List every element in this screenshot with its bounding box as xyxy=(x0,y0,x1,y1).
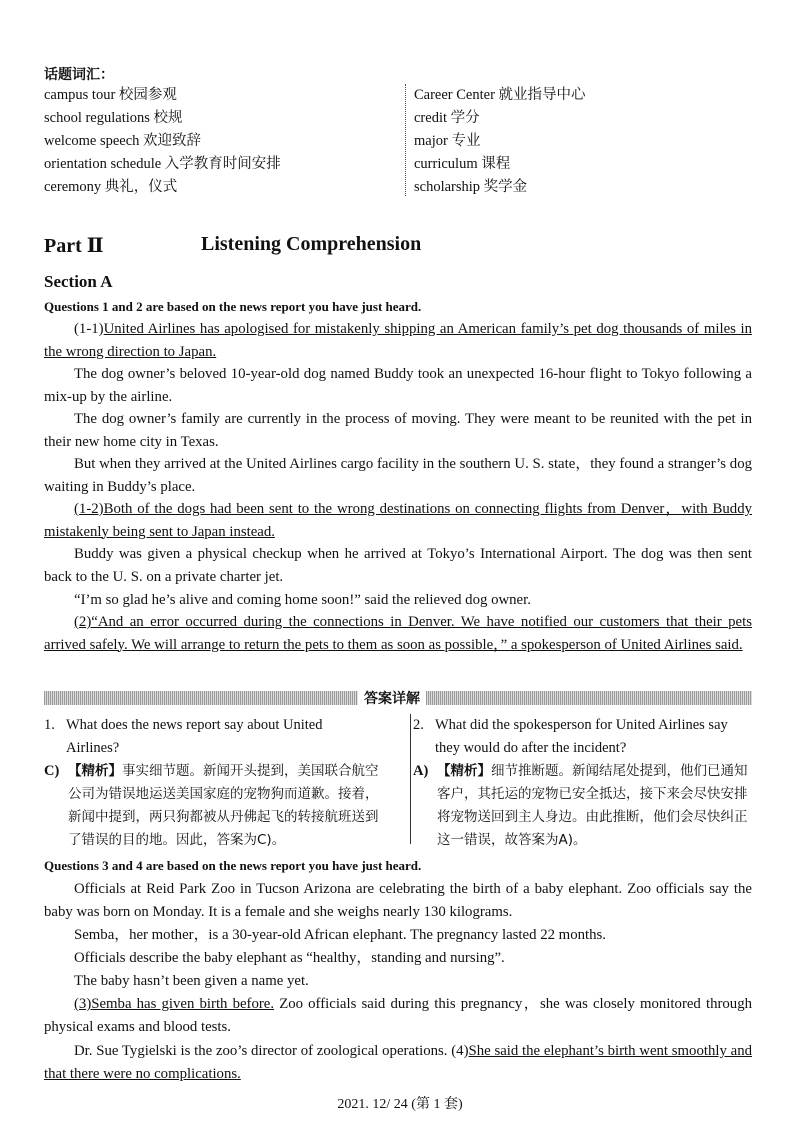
question-text-cont: Airlines? xyxy=(66,740,120,756)
part-title: Listening Comprehension xyxy=(201,233,422,255)
answer-section-title: 答案详解 xyxy=(358,688,426,708)
vocab-item: Career Center 就业指导中心 xyxy=(414,87,586,103)
transcript-paragraph xyxy=(44,611,752,656)
key-sentence: (1-2)Both of the dogs had been sent to the wrong destinations on connecting flights from Denver，with Buddy mistakenly being sent to Japan instead. xyxy=(44,501,752,540)
questions-1-2-header: Questions 1 and 2 are based on the news report you have just heard. xyxy=(44,299,422,314)
page-footer: 2021. 12/ 24 (第 1 套) xyxy=(337,1097,463,1112)
vocab-item: curriculum 课程 xyxy=(414,156,511,172)
question-text-cont: they would do after the incident? xyxy=(435,740,627,756)
transcript-paragraph: Officials at Reid Park Zoo in Tucson Arizona are celebrating the birth of a baby elephant. Zoo officials say the baby was born on Monday. It is a female and she weighs nearly 130 kilograms. xyxy=(44,881,752,920)
answer-letter: A) xyxy=(413,763,429,779)
vocab-item: credit 学分 xyxy=(414,110,480,126)
vocabulary-left-column xyxy=(44,84,384,199)
part-label: Part Ⅱ xyxy=(44,235,104,257)
answer-explanation xyxy=(413,760,758,852)
explanation-text: 事实细节题。新闻开头提到，美国联合航空公司为错误地运送美国家庭的宠物狗而道歉。接着，新闻中提到，两只狗都被从丹佛起飞的转接航班送到了错误的目的地。因此，答案为C)。 xyxy=(68,763,379,848)
question-text: 1. What does the news report say about United xyxy=(44,717,323,733)
vocabulary-right-column xyxy=(405,84,754,196)
vocab-item: ceremony 典礼，仪式 xyxy=(44,179,178,195)
key-sentence: (3)Semba has given birth before. xyxy=(74,996,275,1012)
marker: (1-1) xyxy=(74,321,104,337)
explanation-text: 细节推断题。新闻结尾处提到，他们已通知客户，其托运的宠物已安全抵达，接下来会尽快安排将宠物送回到主人身边。由此推断，他们会尽快纠正这一错误，故答案为A)。 xyxy=(437,763,748,848)
transcript-paragraph: Officials describe the baby elephant as “healthy，standing and nursing”. xyxy=(74,950,505,966)
transcript-paragraph: The dog owner’s beloved 10-year-old dog named Buddy took an unexpected 16-hour flight to Tokyo following a mix-up by the airline. xyxy=(44,366,752,405)
answer-block-q2 xyxy=(410,714,758,848)
vocab-item: major 专业 xyxy=(414,133,481,149)
key-sentence: (2)“And an error occurred during the connections in Denver. We have notified our customers that their pets arrived safely. We will arrange to return the pets to them as soon as possible，” a spokesperson of United Airlines said. xyxy=(44,614,752,653)
vocab-item: campus tour 校园参观 xyxy=(44,87,177,103)
key-sentence: United Airlines has apologised for mistakenly shipping an American family’s pet dog thousands of miles in the wrong direction to Japan. xyxy=(44,321,752,360)
answer-letter: C) xyxy=(44,763,60,779)
question-text: 2. What did the spokesperson for United Airlines say xyxy=(413,717,728,733)
vocabulary-title: 话题词汇： xyxy=(44,67,114,83)
transcript-paragraph: The baby hasn’t been given a name yet. xyxy=(74,973,309,989)
answer-explanation xyxy=(44,760,389,852)
vocab-item: scholarship 奖学金 xyxy=(414,179,528,195)
vocab-item: orientation schedule 入学教育时间安排 xyxy=(44,156,281,172)
key-sentence: She said the elephant’s birth went smoothly and that there were no complications. xyxy=(44,1043,752,1082)
transcript-paragraph: Semba，her mother，is a 30-year-old African elephant. The pregnancy lasted 22 months. xyxy=(74,927,606,943)
transcript-paragraph xyxy=(44,318,752,363)
answer-block-q1 xyxy=(44,714,389,852)
transcript-paragraph: But when they arrived at the United Airlines cargo facility in the southern U. S. state，they found a stranger’s dog waiting in Buddy’s place. xyxy=(44,456,752,495)
transcript-paragraph: Dr. Sue Tygielski is the zoo’s director of zoological operations. (4)She said the elephant’s birth went smoothly and that there were no complications. xyxy=(44,1043,752,1082)
transcript-paragraph xyxy=(44,498,752,543)
questions-3-4-header: Questions 3 and 4 are based on the news report you have just heard. xyxy=(44,858,422,873)
section-label: Section A xyxy=(44,272,113,291)
analysis-tag: 【精析】 xyxy=(437,763,491,779)
analysis-tag: 【精析】 xyxy=(68,763,122,779)
vocab-item: school regulations 校规 xyxy=(44,110,183,126)
transcript-paragraph: The dog owner’s family are currently in the process of moving. They were meant to be reunited with the pet in their new home city in Texas. xyxy=(44,411,752,450)
transcript-paragraph: “I’m so glad he’s alive and coming home soon!” said the relieved dog owner. xyxy=(74,592,531,608)
transcript-paragraph: (3)Semba has given birth before. Zoo officials said during this pregnancy，she was closely monitored through physical exams and blood tests. xyxy=(44,996,752,1035)
transcript-paragraph: Buddy was given a physical checkup when he arrived at Tokyo’s International Airport. The dog was then sent back to the U. S. on a private charter jet. xyxy=(44,546,752,585)
vocab-item: welcome speech 欢迎致辞 xyxy=(44,133,202,149)
